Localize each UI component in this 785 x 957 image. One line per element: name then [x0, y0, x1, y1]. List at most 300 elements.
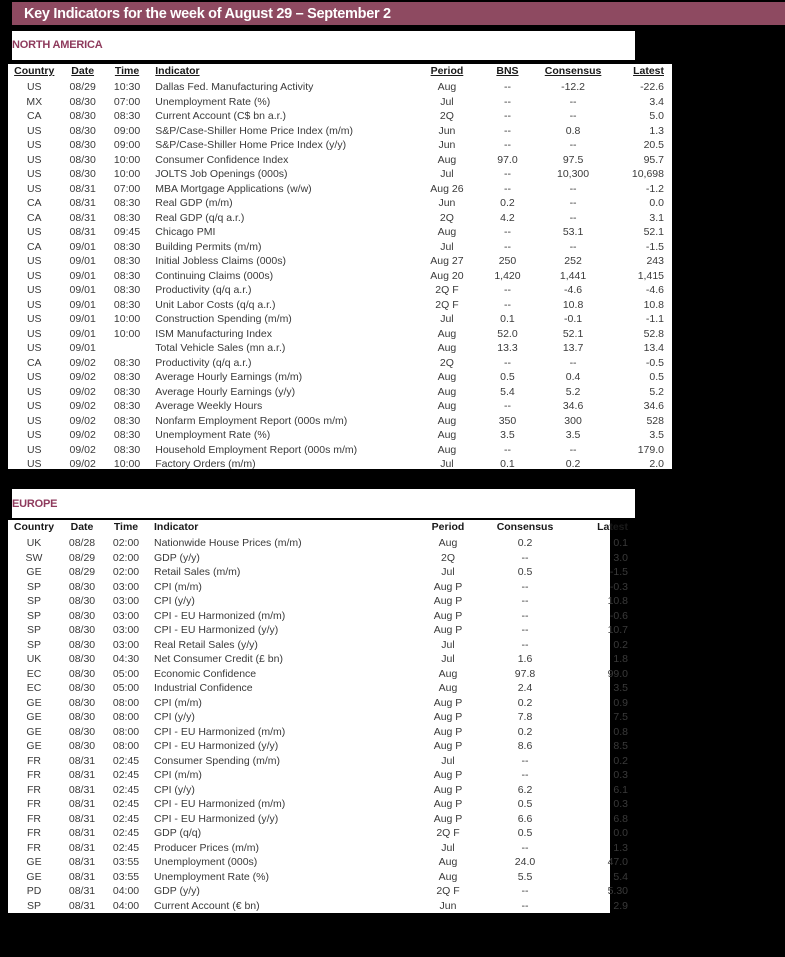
- cell-indicator: Unemployment (000s): [154, 856, 258, 868]
- table-row[interactable]: [8, 884, 638, 899]
- cell-country: SP: [26, 624, 41, 636]
- cell-consensus: 97.5: [562, 153, 584, 166]
- cell-consensus: --: [521, 638, 529, 651]
- cell-time: 10:00: [113, 313, 141, 325]
- table-panel-north-america: [8, 64, 672, 469]
- cell-bns: --: [503, 226, 511, 238]
- table-row[interactable]: [8, 385, 672, 400]
- table-row[interactable]: [8, 551, 638, 566]
- cell-consensus: 6.6: [517, 812, 533, 825]
- cell-date: 08/31: [68, 885, 96, 897]
- table-row[interactable]: [8, 855, 638, 870]
- cell-consensus: 5.2: [565, 385, 581, 398]
- table-row[interactable]: [8, 341, 672, 356]
- cell-indicator: CPI (m/m): [154, 769, 202, 781]
- cell-time: 08:30: [113, 371, 141, 383]
- cell-consensus: --: [569, 356, 577, 369]
- cell-time: 10:00: [113, 168, 141, 180]
- cell-time: 02:00: [112, 551, 140, 564]
- cell-time: 03:00: [112, 638, 140, 651]
- cell-consensus: --: [521, 551, 529, 564]
- cell-consensus: 0.5: [517, 566, 533, 578]
- cell-time: 08:30: [113, 211, 141, 224]
- table-row[interactable]: [8, 623, 638, 638]
- column-header-latest[interactable]: Latest: [633, 65, 664, 77]
- cell-country: US: [26, 284, 42, 296]
- cell-period: Aug: [437, 81, 457, 93]
- cell-latest: 5.30: [607, 885, 628, 897]
- table-row[interactable]: [8, 153, 672, 168]
- cell-indicator: Consumer Spending (m/m): [154, 754, 281, 767]
- table-row[interactable]: [8, 457, 672, 472]
- cell-date: 09/02: [69, 371, 96, 383]
- cell-period: 2Q: [439, 211, 454, 224]
- cell-time: 08:00: [112, 696, 140, 709]
- cell-period: Jul: [440, 95, 454, 108]
- section-panel-north-america: [12, 31, 635, 60]
- cell-date: 08/29: [68, 566, 96, 578]
- cell-time: 08:30: [113, 385, 141, 398]
- cell-date: 09/01: [69, 327, 96, 340]
- cell-consensus: 0.4: [565, 371, 581, 383]
- cell-consensus: -0.1: [564, 313, 583, 325]
- column-header-time[interactable]: Time: [114, 65, 140, 77]
- cell-date: 09/02: [69, 385, 96, 398]
- cell-country: US: [26, 429, 42, 441]
- cell-indicator: Average Weekly Hours: [155, 400, 263, 412]
- cell-consensus: --: [569, 443, 577, 456]
- cell-latest: -1.5: [645, 240, 664, 253]
- cell-consensus: 0.2: [517, 537, 533, 549]
- cell-country: US: [26, 327, 42, 340]
- cell-time: 07:00: [113, 95, 141, 108]
- table-row[interactable]: [8, 211, 672, 226]
- cell-consensus: --: [569, 95, 577, 108]
- cell-indicator: MBA Mortgage Applications (w/w): [155, 182, 312, 195]
- cell-latest: 1.8: [613, 653, 628, 665]
- cell-country: FR: [27, 769, 41, 781]
- cell-country: US: [26, 298, 42, 311]
- table-row[interactable]: [8, 370, 672, 385]
- cell-period: Aug P: [433, 609, 463, 622]
- cell-indicator: Nationwide House Prices (m/m): [154, 537, 302, 549]
- cell-country: PD: [26, 885, 42, 897]
- cell-time: 08:30: [113, 255, 141, 267]
- cell-latest: 0.3: [613, 769, 628, 781]
- cell-indicator: Construction Spending (m/m): [155, 313, 292, 325]
- cell-country: US: [26, 269, 42, 282]
- table-row[interactable]: [8, 240, 672, 255]
- cell-country: US: [26, 139, 42, 151]
- section-panel-europe: [12, 489, 635, 518]
- cell-country: US: [26, 414, 42, 427]
- column-header-bns[interactable]: BNS: [496, 65, 519, 77]
- cell-latest: 2.9: [613, 899, 628, 912]
- table-row[interactable]: [8, 443, 672, 458]
- table-row[interactable]: [8, 783, 638, 798]
- table-row[interactable]: [8, 283, 672, 298]
- cell-date: 08/30: [68, 696, 96, 709]
- cell-indicator: Unemployment Rate (%): [155, 95, 271, 108]
- cell-period: 2Q F: [436, 827, 460, 839]
- cell-bns: --: [503, 443, 511, 456]
- table-row[interactable]: [8, 899, 638, 914]
- cell-period: Aug P: [433, 696, 463, 709]
- cell-date: 09/02: [69, 400, 96, 412]
- cell-period: Aug P: [433, 769, 463, 781]
- cell-period: 2Q F: [436, 885, 460, 897]
- cell-time: 08:30: [113, 356, 141, 369]
- cell-country: US: [26, 255, 42, 267]
- cell-bns: 1,420: [494, 269, 521, 282]
- table-row[interactable]: [8, 167, 672, 182]
- cell-country: US: [26, 342, 42, 354]
- cell-indicator: CPI (y/y): [154, 595, 195, 607]
- table-row[interactable]: [8, 594, 638, 609]
- cell-time: 02:00: [112, 537, 140, 549]
- cell-time: 10:00: [113, 153, 141, 166]
- cell-indicator: Continuing Claims (000s): [155, 269, 274, 282]
- cell-period: Aug P: [433, 711, 463, 723]
- cell-indicator: S&P/Case-Shiller Home Price Index (m/m): [155, 124, 354, 137]
- table-body-europe: [8, 536, 638, 913]
- cell-latest: 6.1: [613, 783, 628, 796]
- cell-date: 09/02: [69, 356, 96, 369]
- cell-period: Aug P: [433, 798, 463, 810]
- cell-period: Jun: [439, 899, 457, 912]
- table-row[interactable]: [8, 609, 638, 624]
- cell-latest: -0.5: [645, 356, 664, 369]
- page-title: Key Indicators for the week of August 29 – September 2: [24, 5, 391, 22]
- cell-latest: 6.8: [613, 812, 628, 825]
- cell-consensus: 3.5: [565, 429, 581, 441]
- cell-time: 08:30: [113, 298, 141, 311]
- cell-latest: 10.8: [607, 595, 628, 607]
- cell-consensus: 0.5: [517, 827, 533, 839]
- table-row[interactable]: [8, 638, 638, 653]
- table-row[interactable]: [8, 298, 672, 313]
- cell-time: 08:30: [113, 110, 141, 122]
- cell-country: SP: [26, 899, 41, 912]
- cell-date: 08/30: [68, 667, 96, 680]
- cell-indicator: CPI - EU Harmonized (y/y): [154, 812, 279, 825]
- cell-time: 08:30: [113, 414, 141, 427]
- cell-indicator: CPI (m/m): [154, 696, 202, 709]
- cell-bns: 3.5: [500, 429, 515, 441]
- header-row: [8, 520, 638, 536]
- cell-date: 08/31: [69, 197, 96, 209]
- cell-country: UK: [26, 653, 42, 665]
- column-header-country[interactable]: Country: [14, 65, 55, 77]
- cell-indicator: S&P/Case-Shiller Home Price Index (y/y): [155, 139, 347, 151]
- cell-bns: --: [503, 240, 511, 253]
- table-row[interactable]: [8, 841, 638, 856]
- cell-latest: 1.3: [613, 841, 628, 854]
- cell-indicator: Initial Jobless Claims (000s): [155, 255, 286, 267]
- cell-date: 08/30: [69, 95, 96, 108]
- cell-country: GE: [26, 711, 42, 723]
- cell-latest: 0.2: [613, 638, 628, 651]
- cell-bns: --: [503, 139, 511, 151]
- cell-time: 02:00: [112, 566, 140, 578]
- cell-date: 08/31: [68, 798, 96, 810]
- section-heading-north-america: NORTH AMERICA: [12, 39, 103, 51]
- table-row[interactable]: [8, 414, 672, 429]
- cell-bns: 97.0: [497, 153, 518, 166]
- cell-indicator: CPI - EU Harmonized (y/y): [154, 740, 279, 752]
- column-header-indicator[interactable]: Indicator: [155, 65, 200, 77]
- cell-date: 08/31: [68, 754, 96, 767]
- cell-period: Aug 27: [430, 255, 464, 267]
- cell-bns: 52.0: [497, 327, 518, 340]
- table-panel-europe: [8, 520, 628, 913]
- page-title-bar: [12, 2, 785, 25]
- table-row[interactable]: [8, 124, 672, 139]
- cell-latest: 243: [646, 255, 664, 267]
- column-header-time[interactable]: Time: [113, 521, 139, 533]
- table-row[interactable]: [8, 254, 672, 269]
- cell-consensus: 0.5: [517, 798, 533, 810]
- cell-consensus: --: [521, 885, 529, 897]
- cell-consensus: --: [521, 609, 529, 622]
- cell-country: EC: [26, 682, 42, 694]
- cell-date: 08/30: [69, 153, 96, 166]
- table-row[interactable]: [8, 225, 672, 240]
- cell-bns: 4.2: [500, 211, 515, 224]
- cell-indicator: Industrial Confidence: [154, 682, 253, 694]
- cell-date: 08/31: [69, 182, 96, 195]
- table-row[interactable]: [8, 138, 672, 153]
- cell-country: US: [26, 313, 42, 325]
- column-header-country[interactable]: Country: [13, 521, 55, 533]
- cell-consensus: 53.1: [562, 226, 584, 238]
- cell-bns: --: [503, 95, 511, 108]
- cell-time: 08:00: [112, 740, 140, 752]
- table-row[interactable]: [8, 95, 672, 110]
- cell-bns: --: [503, 124, 511, 137]
- cell-latest: -1.2: [645, 182, 664, 195]
- cell-indicator: CPI (y/y): [154, 783, 195, 796]
- cell-country: FR: [27, 754, 41, 767]
- table-row[interactable]: [8, 109, 672, 124]
- cell-country: US: [26, 458, 42, 470]
- cell-latest: 52.1: [643, 226, 664, 238]
- cell-time: 03:00: [112, 609, 140, 622]
- cell-latest: 3.1: [649, 211, 664, 224]
- cell-country: FR: [27, 798, 41, 810]
- cell-period: Aug P: [433, 812, 463, 825]
- cell-bns: --: [503, 110, 511, 122]
- cell-latest: 1,415: [637, 269, 664, 282]
- cell-indicator: Net Consumer Credit (£ bn): [154, 653, 283, 665]
- cell-date: 08/30: [68, 595, 96, 607]
- cell-country: US: [26, 81, 42, 93]
- cell-indicator: Unemployment Rate (%): [154, 870, 269, 883]
- table-north-america: [8, 64, 672, 472]
- cell-date: 09/01: [69, 269, 96, 282]
- table-row[interactable]: [8, 182, 672, 197]
- cell-consensus: 97.8: [514, 667, 536, 680]
- cell-country: GE: [26, 856, 42, 868]
- table-row[interactable]: [8, 826, 638, 841]
- cell-period: Aug 26: [430, 182, 464, 195]
- cell-date: 09/01: [69, 342, 96, 354]
- table-header-europe: [8, 520, 638, 536]
- cell-consensus: 34.6: [562, 400, 584, 412]
- cell-latest: 0.0: [613, 827, 628, 839]
- table-row[interactable]: [8, 565, 638, 580]
- cell-bns: 350: [498, 414, 517, 427]
- cell-indicator: Productivity (q/q a.r.): [155, 284, 252, 296]
- cell-time: 09:45: [113, 226, 141, 238]
- table-row[interactable]: [8, 681, 638, 696]
- cell-bns: --: [503, 81, 511, 93]
- cell-date: 08/31: [68, 827, 96, 839]
- header-row: [8, 64, 672, 80]
- table-header-north-america: [8, 64, 672, 80]
- cell-latest: 34.6: [643, 400, 664, 412]
- cell-time: 02:45: [112, 798, 140, 810]
- cell-time: 02:45: [112, 754, 140, 767]
- cell-period: Jul: [440, 313, 454, 325]
- column-header-period[interactable]: Period: [430, 65, 464, 77]
- table-row[interactable]: [8, 356, 672, 371]
- column-header-consensus[interactable]: Consensus: [544, 65, 602, 77]
- cell-indicator: CPI (m/m): [154, 580, 202, 593]
- cell-consensus: 6.2: [517, 783, 533, 796]
- cell-period: Aug: [437, 429, 457, 441]
- cell-period: Aug 20: [430, 269, 464, 282]
- cell-time: 08:30: [113, 197, 141, 209]
- cell-country: SP: [26, 638, 41, 651]
- cell-time: 04:00: [112, 899, 140, 912]
- cell-latest: 0.9: [613, 696, 628, 709]
- table-row[interactable]: [8, 428, 672, 443]
- cell-date: 08/30: [68, 609, 96, 622]
- cell-period: Aug P: [433, 783, 463, 796]
- cell-country: US: [26, 385, 42, 398]
- cell-period: Jun: [438, 139, 456, 151]
- cell-time: 10:30: [113, 81, 141, 93]
- cell-time: 03:00: [112, 624, 140, 636]
- cell-indicator: Unit Labor Costs (q/q a.r.): [155, 298, 276, 311]
- table-row[interactable]: [8, 739, 638, 754]
- cell-indicator: Current Account (C$ bn a.r.): [155, 110, 286, 122]
- cell-latest: 0.0: [649, 197, 664, 209]
- cell-bns: --: [503, 400, 511, 412]
- table-row[interactable]: [8, 710, 638, 725]
- cell-bns: --: [503, 356, 511, 369]
- cell-consensus: --: [569, 110, 577, 122]
- cell-period: 2Q: [439, 110, 454, 122]
- cell-bns: 250: [498, 255, 517, 267]
- cell-latest: 13.4: [643, 342, 664, 354]
- column-header-latest[interactable]: Latest: [597, 521, 628, 533]
- cell-period: Aug P: [433, 740, 463, 752]
- cell-period: 2Q: [439, 356, 454, 369]
- cell-bns: --: [503, 182, 511, 195]
- cell-period: Aug P: [433, 725, 463, 738]
- cell-country: CA: [26, 240, 42, 253]
- cell-indicator: GDP (q/q): [154, 827, 202, 839]
- table-row[interactable]: [8, 725, 638, 740]
- table-row[interactable]: [8, 399, 672, 414]
- cell-country: GE: [26, 740, 42, 752]
- cell-period: 2Q F: [435, 284, 459, 296]
- cell-date: 09/02: [69, 443, 96, 456]
- cell-consensus: --: [521, 899, 529, 912]
- cell-time: 03:00: [112, 580, 140, 593]
- table-row[interactable]: [8, 696, 638, 711]
- cell-indicator: Real GDP (q/q a.r.): [155, 211, 245, 224]
- column-header-consensus[interactable]: Consensus: [496, 521, 554, 533]
- column-header-date[interactable]: Date: [70, 521, 94, 533]
- table-row[interactable]: [8, 327, 672, 342]
- cell-consensus: 1,441: [559, 269, 587, 282]
- cell-date: 08/30: [69, 139, 96, 151]
- table-row[interactable]: [8, 536, 638, 551]
- cell-latest: 52.8: [643, 327, 664, 340]
- table-row[interactable]: [8, 312, 672, 327]
- column-header-date[interactable]: Date: [71, 65, 95, 77]
- table-row[interactable]: [8, 196, 672, 211]
- cell-country: GE: [26, 725, 42, 738]
- column-header-period[interactable]: Period: [431, 521, 465, 533]
- cell-latest: -4.6: [645, 284, 664, 296]
- table-row[interactable]: [8, 870, 638, 885]
- table-row[interactable]: [8, 652, 638, 667]
- table-row[interactable]: [8, 269, 672, 284]
- cell-country: FR: [27, 783, 41, 796]
- table-body-north-america: [8, 80, 672, 472]
- table-row[interactable]: [8, 797, 638, 812]
- cell-date: 09/01: [69, 313, 96, 325]
- cell-period: Jul: [440, 240, 454, 253]
- cell-period: Aug: [438, 682, 458, 694]
- cell-time: 04:00: [112, 885, 140, 897]
- table-row[interactable]: [8, 80, 672, 95]
- cell-country: SP: [26, 580, 41, 593]
- table-row[interactable]: [8, 768, 638, 783]
- cell-date: 09/02: [69, 429, 96, 441]
- column-header-indicator[interactable]: Indicator: [154, 521, 199, 533]
- table-row[interactable]: [8, 754, 638, 769]
- cell-period: Jul: [440, 458, 454, 470]
- cell-latest: -22.6: [640, 81, 664, 93]
- cell-bns: --: [503, 298, 511, 311]
- table-row[interactable]: [8, 667, 638, 682]
- cell-date: 08/31: [68, 769, 96, 781]
- cell-date: 08/31: [68, 841, 96, 854]
- cell-latest: 3.0: [613, 551, 628, 564]
- cell-date: 09/01: [69, 255, 96, 267]
- cell-date: 08/31: [68, 870, 96, 883]
- cell-period: Aug: [438, 856, 458, 868]
- cell-consensus: 300: [564, 414, 582, 427]
- table-row[interactable]: [8, 812, 638, 827]
- cell-latest: 3.5: [613, 682, 628, 694]
- cell-country: GE: [26, 870, 42, 883]
- cell-consensus: --: [569, 182, 577, 195]
- cell-indicator: Producer Prices (m/m): [154, 841, 260, 854]
- table-row[interactable]: [8, 580, 638, 595]
- cell-date: 08/29: [68, 551, 96, 564]
- cell-indicator: JOLTS Job Openings (000s): [155, 168, 288, 180]
- cell-date: 08/31: [69, 211, 96, 224]
- cell-time: 08:00: [112, 711, 140, 723]
- cell-latest: 95.7: [643, 153, 664, 166]
- cell-indicator: Real GDP (m/m): [155, 197, 233, 209]
